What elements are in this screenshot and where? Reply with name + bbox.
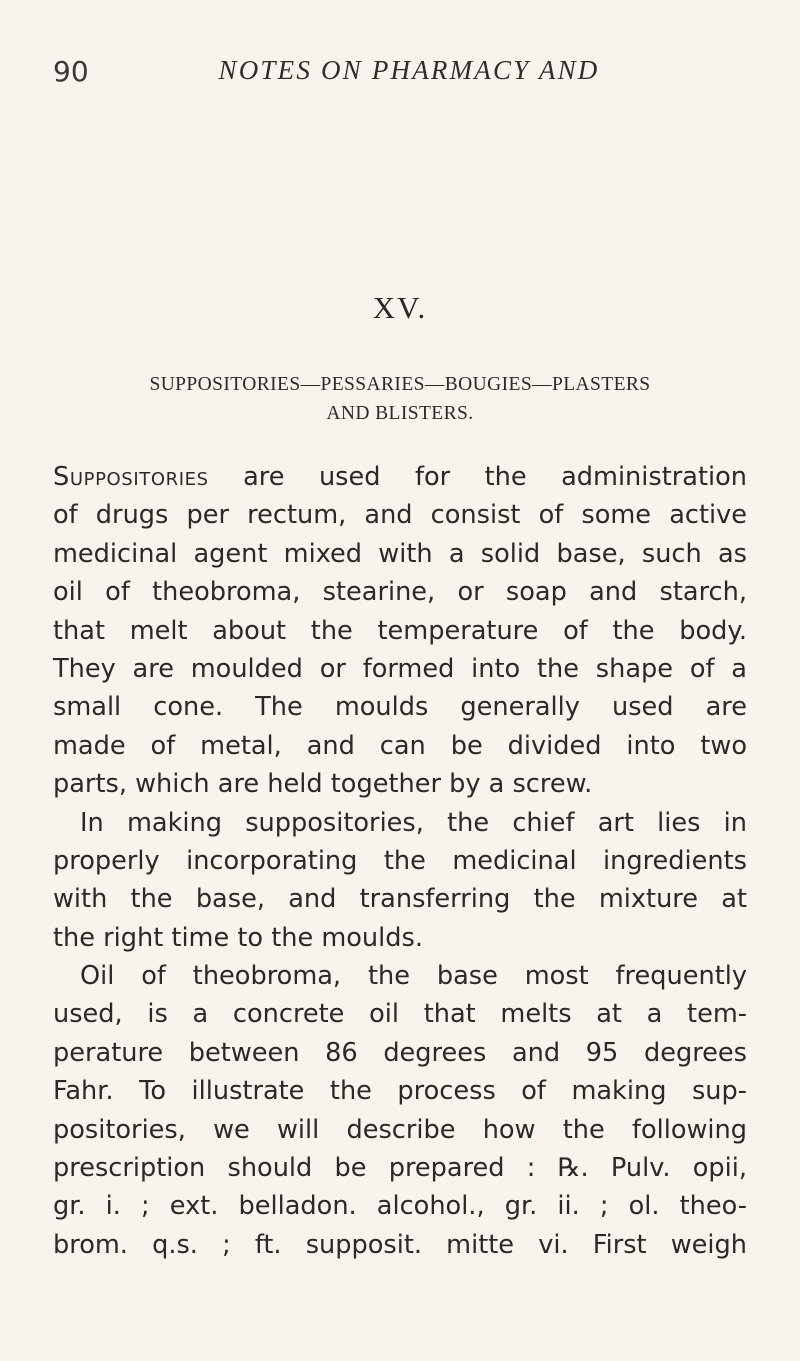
text-line: brom. q.s. ; ft. supposit. mitte vi. First weigh <box>53 1229 747 1260</box>
text-line: parts, which are held together by a screw. <box>53 769 593 800</box>
text-line: They are moulded or formed into the shape of a <box>53 653 747 684</box>
text-line: Fahr. To illustrate the process of making sup- <box>53 1076 747 1107</box>
text-line: positories, we will describe how the following <box>53 1114 747 1145</box>
text-line: the right time to the moulds. <box>53 922 423 953</box>
text-line <box>53 458 747 496</box>
lead-word: Suppositories <box>53 462 209 492</box>
body-text <box>53 458 747 1264</box>
chapter-subtitle-line-2: AND BLISTERS. <box>326 403 474 424</box>
chapter-subtitle <box>0 370 800 428</box>
text-line: small cone. The moulds generally used are <box>53 692 747 723</box>
text-line: gr. i. ; ext. belladon. alcohol., gr. ii. ; ol. theo- <box>53 1191 747 1222</box>
text-line: of drugs per rectum, and consist of some active <box>53 500 747 531</box>
text-line: with the base, and transferring the mixture at <box>53 884 747 915</box>
text-line: oil of theobroma, stearine, or soap and starch, <box>53 577 747 608</box>
text-line: prescription should be prepared : ℞. Pulv. opii, <box>53 1153 747 1184</box>
running-title: NOTES ON PHARMACY AND <box>218 55 600 85</box>
text-line: properly incorporating the medicinal ingredients <box>53 845 747 876</box>
text-line: Oil of theobroma, the base most frequently <box>80 961 747 992</box>
page-number: 90 <box>53 55 89 88</box>
text-line-1: are used for the administration <box>208 462 747 492</box>
chapter-number: XV. <box>372 290 428 325</box>
text-line: used, is a concrete oil that melts at a tem- <box>53 999 747 1030</box>
text-line: perature between 86 degrees and 95 degrees <box>53 1037 747 1068</box>
text-line: that melt about the temperature of the body. <box>53 615 747 646</box>
text-line: In making suppositories, the chief art lies in <box>80 807 747 838</box>
text-line: made of metal, and can be divided into two <box>53 730 747 761</box>
chapter-subtitle-line-1: SUPPOSITORIES—PESSARIES—BOUGIES—PLASTERS <box>149 374 651 395</box>
text-line: medicinal agent mixed with a solid base, such as <box>53 538 747 569</box>
